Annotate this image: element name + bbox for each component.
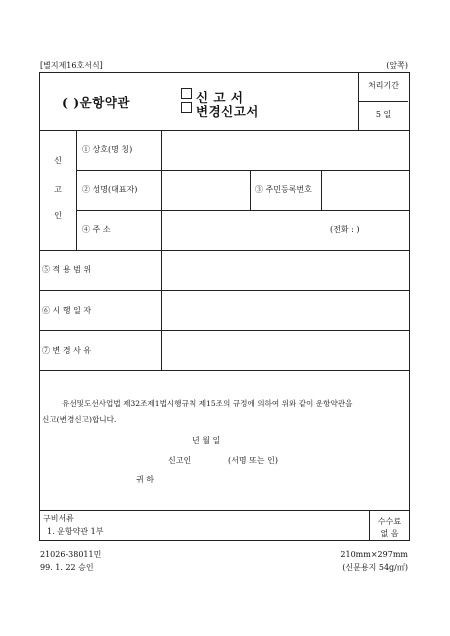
scope-field[interactable] [162,251,408,290]
page-side-label: (앞쪽) [386,61,408,70]
trade-name-label: ① 상호(명 칭) [82,145,133,154]
paper-type: (신문용지 54g/㎡) [342,563,408,572]
reporter-label: 신고인 [168,456,192,465]
paper-size: 210mm×297mm [340,550,408,559]
fields-bottom-line [39,370,409,371]
report-date-line: 년 월 일 [192,436,221,445]
change-reason-label: ⑦ 변 경 사 유 [42,346,92,355]
fee-value: 없 음 [380,529,399,538]
name-field[interactable] [162,171,250,209]
applicant-char-2: 고 [54,185,62,194]
documents-top-line [39,510,409,511]
resident-number-field[interactable] [322,171,408,209]
processing-split [358,101,408,102]
scope-label: ⑤ 적 용 범 위 [42,265,92,274]
change-report-checkbox[interactable] [181,102,192,113]
address-field[interactable] [162,211,322,249]
recipient-label: 귀 하 [136,475,154,484]
form-title-prefix: ( )운항약관 [62,95,130,110]
change-reason-field[interactable] [162,331,408,370]
applicant-char-1: 신 [54,156,62,165]
approval-date: 99. 1. 22 승인 [40,563,94,572]
name-resident-divider [250,170,251,210]
name-label: ② 성명(대표자) [82,185,138,194]
form-number: [별지제16호서식] [40,61,103,70]
processing-period-value: 5 일 [375,110,392,119]
fee-label: 수수료 [377,517,402,526]
statement-line-2: 신고(변경신고)합니다. [42,415,117,424]
form-code: 21026-38011민 [40,550,102,559]
address-label: ④ 주 소 [82,225,111,234]
phone-label: (전화 : ) [330,225,360,234]
documents-item-1: 1. 운항약관 1부 [47,527,104,536]
effective-date-label: ⑥ 시 행 일 자 [42,306,92,315]
applicant-char-3: 인 [54,211,62,220]
report-checkbox[interactable] [181,88,192,99]
resident-number-label: ③ 주민등록번호 [255,185,312,194]
statement-line-1: 유선및도선사업법 제32조제1법시행규칙 제15조의 규정에 의하여 위와 같이 운항약관을 [62,399,353,408]
effective-date-field[interactable] [162,291,408,330]
documents-label: 구비서류 [43,514,74,523]
processing-period-label: 처리기간 [368,81,399,90]
change-report-option-label: 변경신고서 [196,104,259,119]
report-option-label: 신 고 서 [196,90,244,105]
applicant-section-divider [76,130,77,250]
signature-label: (서명 또는 인) [228,456,278,465]
trade-name-field[interactable] [162,131,408,170]
